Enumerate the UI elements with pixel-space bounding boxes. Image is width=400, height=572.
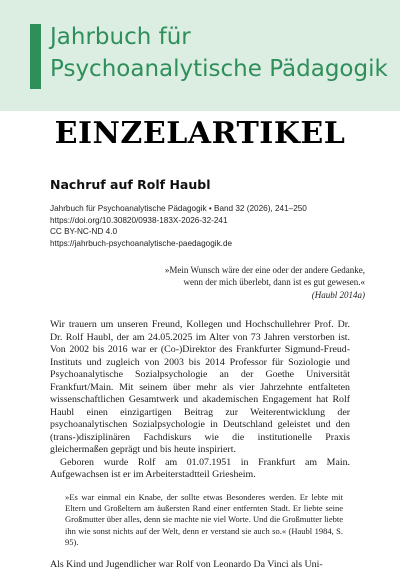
article-metadata — [50, 203, 307, 250]
epigraph-source: (Haubl 2014a) — [311, 289, 365, 300]
article-type-heading: EINZELARTIKEL — [54, 116, 346, 151]
block-quote-text: »Es war einmal ein Knabe, der sollte etwas Besonderes werden. Er lebte mit Eltern und Großeltern am äußersten Rand einer entfernten Stadt. Er liebte seine Großmutter über alles, denn sie machte nie viel Worte. Und die Großmutter liebte ihn wie sonst nichts auf der Welt, denn er verstand sie auch so.« (Haubl 1984, S. 95). — [65, 492, 343, 547]
article-title: Nachruf auf Rolf Haubl — [50, 177, 211, 192]
block-quote — [65, 492, 343, 548]
body-paragraph-3-start: Als Kind und Jugendlicher war Rolf von Leonardo Da Vinci als Uni- — [50, 559, 323, 570]
journal-header — [0, 0, 400, 111]
citation-line: Jahrbuch für Psychoanalytische Pädagogik • Band 32 (2026), 241–250 — [50, 204, 307, 213]
epigraph-line-2: wenn der mich überlebt, dann ist es gut gewesen.« — [183, 277, 365, 288]
doi-link[interactable]: https://doi.org/10.30820/0938-183X-2026-32-241 — [50, 215, 228, 225]
article-body — [50, 319, 350, 482]
body-paragraph-2: Geboren wurde Rolf am 01.07.1951 in Frankfurt am Main. Aufgewachsen ist er im Arbeiterstadtteil Griesheim. — [50, 456, 350, 480]
body-paragraph-1: Wir trauern um unseren Freund, Kollegen und Hochschullehrer Prof. Dr. Dr. Rolf Haubl, der am 24.05.2025 im Alter von 73 Jahren verstorben ist. Von 2002 bis 2016 war er (Co-)Direktor des Frankfurter Sigmund-Freud-Instituts und zugleich von 2003 bis 2014 Professor für Soziologie und Psychoanalytische Sozialpsychologie an der Goethe Universität Frankfurt/Main. Mit seinem über mehr als vier Jahrzehnte entfalteten wissenschaftlichen Gesamtwerk und akademischen Engagement hat Rolf Haubl einen einzigartigen Beitrag zur Weiterentwicklung der psychoanalytischen Sozialpsychologie in Deutschland geleistet und den (trans-)disziplinären Fachdiskurs wie die institutionelle Praxis gleichermaßen geprägt und bis heute inspiriert. — [50, 319, 350, 455]
journal-title-line-2: Psychoanalytische Pädagogik — [50, 56, 388, 82]
journal-accent-bar — [30, 24, 41, 89]
website-link[interactable]: https://jahrbuch-psychoanalytische-paedagogik.de — [50, 239, 233, 249]
epigraph-line-1: »Mein Wunsch wäre der eine oder der andere Gedanke, — [164, 265, 365, 275]
epigraph — [125, 264, 365, 301]
license-line: CC BY-NC-ND 4.0 — [50, 227, 118, 237]
journal-title-line-1: Jahrbuch für — [50, 24, 191, 50]
